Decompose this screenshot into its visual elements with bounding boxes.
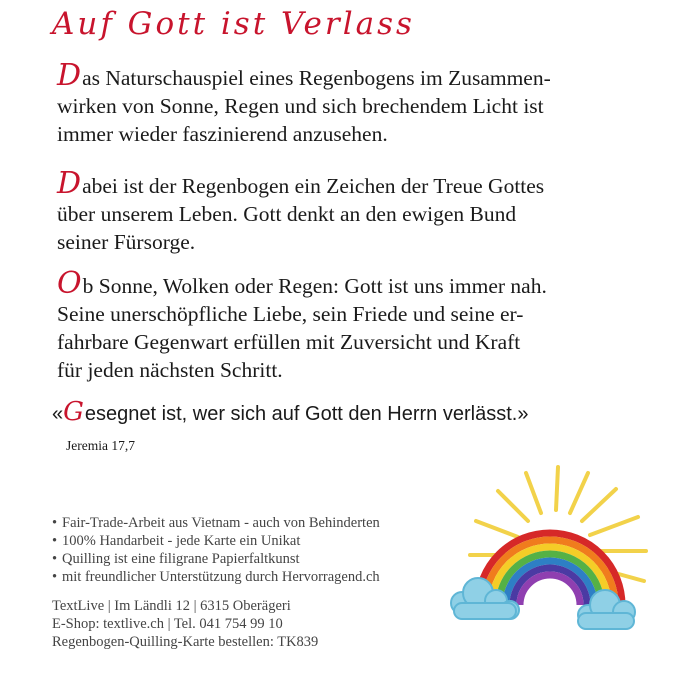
paragraph-line: über unserem Leben. Gott denkt an den ewigen Bund <box>57 202 517 226</box>
paragraph-line: immer wieder faszinierend anzusehen. <box>57 122 388 146</box>
drop-cap: O <box>57 266 82 301</box>
paragraph-line: wirken von Sonne, Regen und sich brechendem Licht ist <box>57 94 544 118</box>
paragraph-3 <box>57 266 657 384</box>
list-item: • mit freundlicher Unterstützung durch Hervorragend.ch <box>52 569 380 585</box>
drop-cap: D <box>57 166 82 201</box>
drop-cap: D <box>57 58 82 93</box>
list-item: • 100% Handarbeit - jede Karte ein Unikat <box>52 533 301 549</box>
contact-line: E-Shop: textlive.ch | Tel. 041 754 99 10 <box>52 616 283 632</box>
feature-list <box>52 514 380 586</box>
paragraph-line: Seine unerschöpfliche Liebe, sein Friede und seine er- <box>57 302 524 326</box>
contact-info <box>52 597 318 651</box>
paragraph-line: Dabei ist der Regenbogen ein Zeichen der Treue Gottes <box>57 166 545 201</box>
paragraph-line: Ob Sonne, Wolken oder Regen: Gott ist uns immer nah. <box>57 266 547 301</box>
page-title: Auf Gott ist Verlass <box>52 6 415 42</box>
paragraph-line: Das Naturschauspiel eines Regenbogens im Zusammen- <box>57 58 551 93</box>
quote-source: Jeremia 17,7 <box>66 438 135 453</box>
list-item: • Fair-Trade-Arbeit aus Vietnam - auch von Behinderten <box>52 515 380 531</box>
paragraph-line: für jeden nächsten Schritt. <box>57 358 283 382</box>
list-item: • Quilling ist eine filigrane Papierfaltkunst <box>52 551 300 567</box>
paragraph-1 <box>57 58 657 148</box>
paragraph-line: fahrbare Gegenwart erfüllen mit Zuversicht und Kraft <box>57 330 521 354</box>
contact-line: TextLive | Im Ländli 12 | 6315 Oberägeri <box>52 598 291 614</box>
rainbow-quilling-illustration <box>448 455 653 640</box>
contact-line: Regenbogen-Quilling-Karte bestellen: TK839 <box>52 634 319 650</box>
drop-cap: G <box>63 397 84 427</box>
paragraph-2 <box>57 166 657 256</box>
paragraph-line: seiner Fürsorge. <box>57 230 196 254</box>
bible-quote: «Gesegnet ist, wer sich auf Gott den Herrn verlässt.» <box>52 397 529 427</box>
